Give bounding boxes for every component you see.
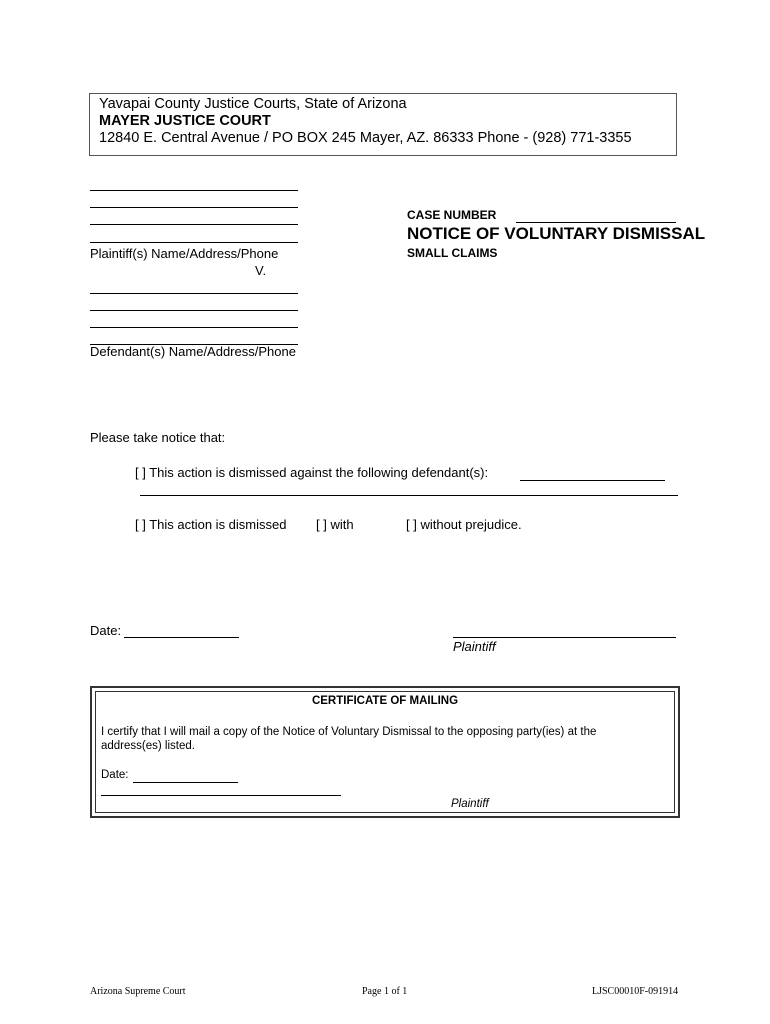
certificate-date-label: Date:	[101, 769, 129, 781]
case-number-label: CASE NUMBER	[407, 208, 497, 222]
certificate-of-mailing-box	[90, 686, 680, 818]
court-address: 12840 E. Central Avenue / PO BOX 245 Mayer, AZ. 86333 Phone - (928) 771-3355	[99, 130, 632, 146]
defendant-line-2[interactable]	[90, 310, 298, 311]
option-dismiss-action[interactable]: [ ] This action is dismissed	[135, 517, 287, 532]
defendants-field-line-2[interactable]	[140, 495, 678, 496]
option-without-prejudice[interactable]: [ ] without prejudice.	[406, 517, 522, 532]
option-dismiss-defendants[interactable]: [ ] This action is dismissed against the following defendant(s):	[135, 465, 489, 480]
certificate-text-line-1: I certify that I will mail a copy of the Notice of Voluntary Dismissal to the opposing party(ies) at the	[101, 726, 597, 738]
date-label: Date:	[90, 623, 122, 638]
certificate-inner-border	[95, 691, 675, 813]
plaintiff-line-4[interactable]	[90, 242, 298, 243]
date-field[interactable]	[124, 637, 239, 638]
court-jurisdiction: Yavapai County Justice Courts, State of Arizona	[99, 96, 407, 112]
certificate-plaintiff-label: Plaintiff	[451, 798, 489, 810]
defendant-label: Defendant(s) Name/Address/Phone	[90, 344, 296, 359]
plaintiff-signature-line[interactable]	[453, 637, 676, 638]
plaintiff-label: Plaintiff(s) Name/Address/Phone	[90, 246, 279, 261]
document-title: NOTICE OF VOLUNTARY DISMISSAL	[407, 224, 706, 243]
plaintiff-line-1[interactable]	[90, 190, 298, 191]
defendant-line-1[interactable]	[90, 293, 298, 294]
document-subtitle: SMALL CLAIMS	[407, 246, 498, 260]
plaintiff-line-2[interactable]	[90, 207, 298, 208]
plaintiff-signature-label: Plaintiff	[453, 639, 496, 654]
certificate-heading: CERTIFICATE OF MAILING	[311, 695, 459, 707]
footer-page-number: Page 1 of 1	[362, 986, 408, 997]
notice-intro: Please take notice that:	[90, 430, 226, 445]
footer-form-code: LJSC00010F-091914	[592, 986, 679, 997]
defendant-line-3[interactable]	[90, 327, 298, 328]
case-number-field[interactable]	[516, 222, 676, 223]
certificate-text-line-2: address(es) listed.	[101, 740, 195, 752]
versus-label: V.	[255, 263, 267, 278]
plaintiff-line-3[interactable]	[90, 224, 298, 225]
defendants-field[interactable]	[520, 480, 665, 481]
court-name: MAYER JUSTICE COURT	[99, 113, 271, 129]
court-header-box	[89, 93, 677, 156]
certificate-date-field[interactable]	[133, 782, 238, 783]
certificate-signature-line[interactable]	[101, 795, 341, 796]
footer-issuer: Arizona Supreme Court	[90, 986, 186, 997]
option-with-prejudice[interactable]: [ ] with	[316, 517, 354, 532]
